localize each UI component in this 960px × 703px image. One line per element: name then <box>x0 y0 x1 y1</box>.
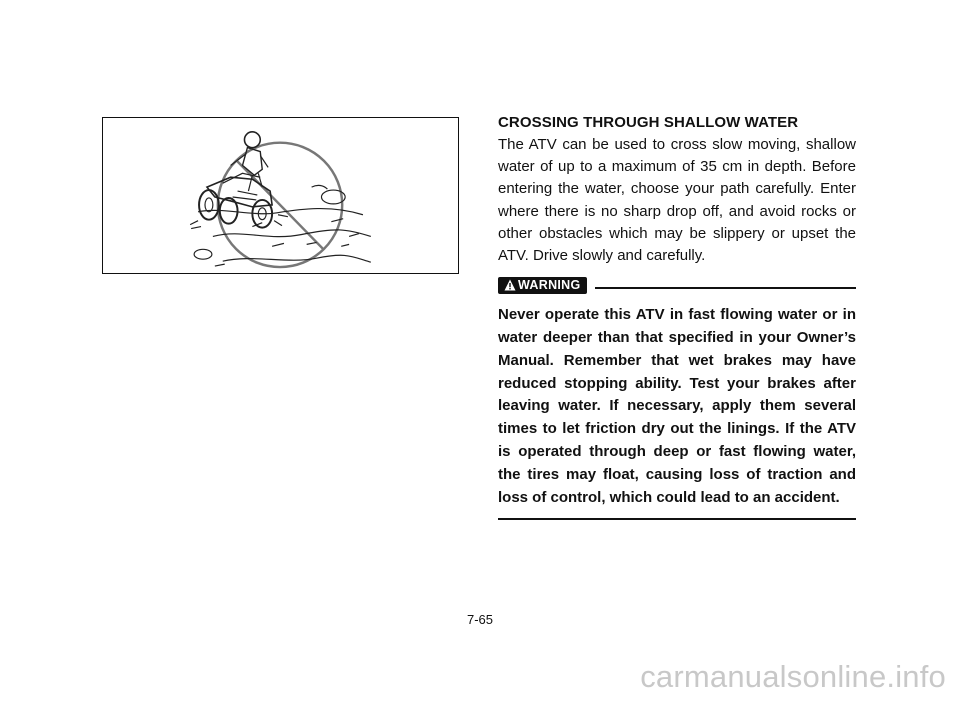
warning-badge <box>498 277 587 294</box>
atv-water-crossing-illustration-icon <box>103 118 458 273</box>
watermark: carmanualsonline.info <box>640 659 946 694</box>
warning-header <box>498 274 856 296</box>
section-title: CROSSING THROUGH SHALLOW WATER <box>498 114 799 131</box>
warning-divider <box>595 287 856 289</box>
atv-illustration-figure <box>102 117 459 274</box>
content-column <box>498 112 856 520</box>
warning-label: WARNING <box>518 278 581 293</box>
warning-text: Never operate this ATV in fast flowing water or in water deeper than that specified in your Owner’s Manual. Remember that wet brakes may have reduced stopping ability. Test your brakes after leaving water. If necessary, apply them several times to let friction dry out the linings. If the ATV is operated through deep or fast flowing water, the tires may float, causing loss of traction and loss of control, which could lead to an accident. <box>498 306 856 506</box>
warning-triangle-icon <box>504 279 516 291</box>
page-number: 7-65 <box>466 612 494 627</box>
warning-end-divider <box>498 518 856 520</box>
section-body: The ATV can be used to cross slow moving, shallow water of up to a maximum of 35 cm in depth. Before entering the water, choose your path carefully. Enter where there is no sharp drop off, and avoid rocks or other obstacles which may be slippery or upset the ATV. Drive slowly and carefully. <box>498 136 856 265</box>
